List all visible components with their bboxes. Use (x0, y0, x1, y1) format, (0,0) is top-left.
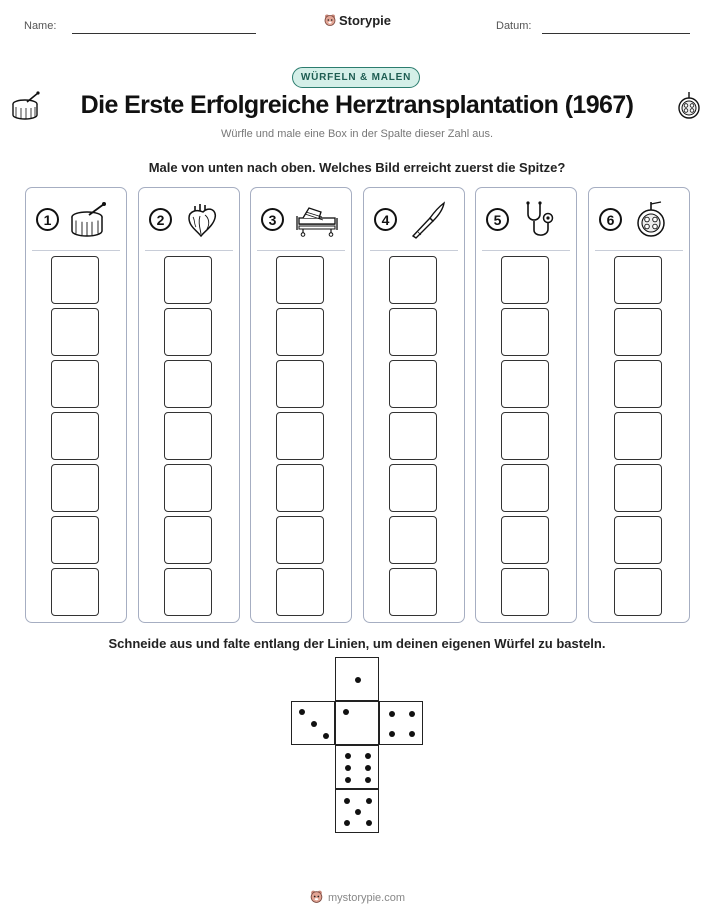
dice-face-5 (335, 789, 379, 833)
paint-box[interactable] (164, 360, 212, 408)
storypie-mascot-icon (323, 13, 337, 27)
dice-face-6 (335, 745, 379, 789)
anatomical-heart-icon (183, 200, 223, 238)
hospital-bed-icon (295, 200, 339, 238)
column-divider (257, 250, 345, 251)
column-6 (588, 187, 690, 623)
paint-box[interactable] (164, 412, 212, 460)
footer-url[interactable]: mystorypie.com (327, 892, 406, 904)
paint-box[interactable] (389, 516, 437, 564)
paint-box[interactable] (276, 308, 324, 356)
dice-pip (344, 820, 350, 826)
paint-box[interactable] (614, 568, 662, 616)
dice-pip (345, 753, 351, 759)
paint-box[interactable] (51, 568, 99, 616)
column-header (589, 188, 689, 250)
paint-box[interactable] (51, 308, 99, 356)
brand-logo (0, 13, 714, 28)
paint-box[interactable] (614, 308, 662, 356)
paint-box[interactable] (164, 464, 212, 512)
paint-box[interactable] (389, 412, 437, 460)
dice-pip (344, 798, 350, 804)
dice-pip (389, 731, 395, 737)
dice-face-4 (379, 701, 423, 745)
dice-pip (389, 711, 395, 717)
column-divider (595, 250, 683, 251)
column-header (251, 188, 351, 250)
dice-pip (366, 798, 372, 804)
activity-badge: WÜRFELN & MALEN (292, 67, 420, 88)
column-header (364, 188, 464, 250)
drum-icon (11, 91, 41, 121)
column-divider (32, 250, 120, 251)
brand-name: Storypie (338, 13, 391, 28)
name-label: Name: (24, 20, 57, 32)
surgical-lamp-icon (675, 91, 703, 121)
paint-box[interactable] (276, 516, 324, 564)
column-4 (363, 187, 465, 623)
paint-box[interactable] (614, 464, 662, 512)
paint-box[interactable] (51, 412, 99, 460)
column-number: 1 (36, 208, 59, 231)
dice-pip (355, 677, 361, 683)
paint-box[interactable] (51, 516, 99, 564)
dice-pip (409, 711, 415, 717)
paint-box[interactable] (276, 412, 324, 460)
paint-box[interactable] (614, 360, 662, 408)
dice-pip (365, 765, 371, 771)
paint-box[interactable] (501, 516, 549, 564)
paint-box[interactable] (51, 464, 99, 512)
column-5 (475, 187, 577, 623)
dice-pip (366, 820, 372, 826)
paint-box[interactable] (614, 516, 662, 564)
dice-pip (409, 731, 415, 737)
dice-pip (323, 733, 329, 739)
paint-box[interactable] (501, 412, 549, 460)
dice-pip (345, 777, 351, 783)
paint-box[interactable] (389, 308, 437, 356)
column-header (476, 188, 576, 250)
subtitle: Würfle und male eine Box in der Spalte dieser Zahl aus. (220, 128, 494, 140)
paint-box[interactable] (501, 308, 549, 356)
paint-box[interactable] (276, 256, 324, 304)
surgical-lamp-icon (633, 200, 669, 240)
paint-box[interactable] (389, 568, 437, 616)
paint-box[interactable] (164, 256, 212, 304)
storypie-mascot-icon (309, 889, 324, 904)
date-line[interactable] (542, 33, 690, 34)
paint-box[interactable] (389, 256, 437, 304)
page-title: Die Erste Erfolgreiche Herztransplantation (1967) (80, 91, 634, 119)
dice-pip (299, 709, 305, 715)
paint-box[interactable] (501, 256, 549, 304)
dice-face-3 (291, 701, 335, 745)
dice-face-1 (335, 657, 379, 701)
dice-pip (365, 777, 371, 783)
paint-box[interactable] (501, 568, 549, 616)
paint-box[interactable] (51, 360, 99, 408)
paint-box[interactable] (389, 360, 437, 408)
dice-face-1 (335, 701, 379, 745)
paint-box[interactable] (51, 256, 99, 304)
dice-pip (345, 765, 351, 771)
date-label: Datum: (496, 20, 532, 32)
column-number: 4 (374, 208, 397, 231)
dice-pip (365, 753, 371, 759)
column-number: 2 (149, 208, 172, 231)
column-2 (138, 187, 240, 623)
column-divider (482, 250, 570, 251)
paint-box[interactable] (276, 360, 324, 408)
paint-box[interactable] (501, 360, 549, 408)
column-header (139, 188, 239, 250)
paint-box[interactable] (501, 464, 549, 512)
scalpel-icon (408, 200, 448, 240)
column-number: 3 (261, 208, 284, 231)
column-divider (145, 250, 233, 251)
drum-icon (70, 200, 110, 238)
column-header (26, 188, 126, 250)
instruction: Male von unten nach oben. Welches Bild erreicht zuerst die Spitze? (148, 160, 566, 175)
footer (0, 889, 714, 904)
paint-box[interactable] (276, 464, 324, 512)
paint-box[interactable] (276, 568, 324, 616)
column-3 (250, 187, 352, 623)
paint-box[interactable] (614, 256, 662, 304)
paint-box[interactable] (164, 568, 212, 616)
paint-box[interactable] (164, 516, 212, 564)
name-line[interactable] (72, 33, 256, 34)
cut-instruction: Schneide aus und falte entlang der Linien, um deinen eigenen Würfel zu basteln. (108, 636, 606, 651)
stethoscope-icon (520, 200, 560, 240)
dice-pip (311, 721, 317, 727)
dice-pip (343, 709, 349, 715)
column-divider (370, 250, 458, 251)
column-number: 6 (599, 208, 622, 231)
column-1 (25, 187, 127, 623)
column-number: 5 (486, 208, 509, 231)
paint-box[interactable] (164, 308, 212, 356)
paint-box[interactable] (614, 412, 662, 460)
dice-pip (355, 809, 361, 815)
paint-box[interactable] (389, 464, 437, 512)
